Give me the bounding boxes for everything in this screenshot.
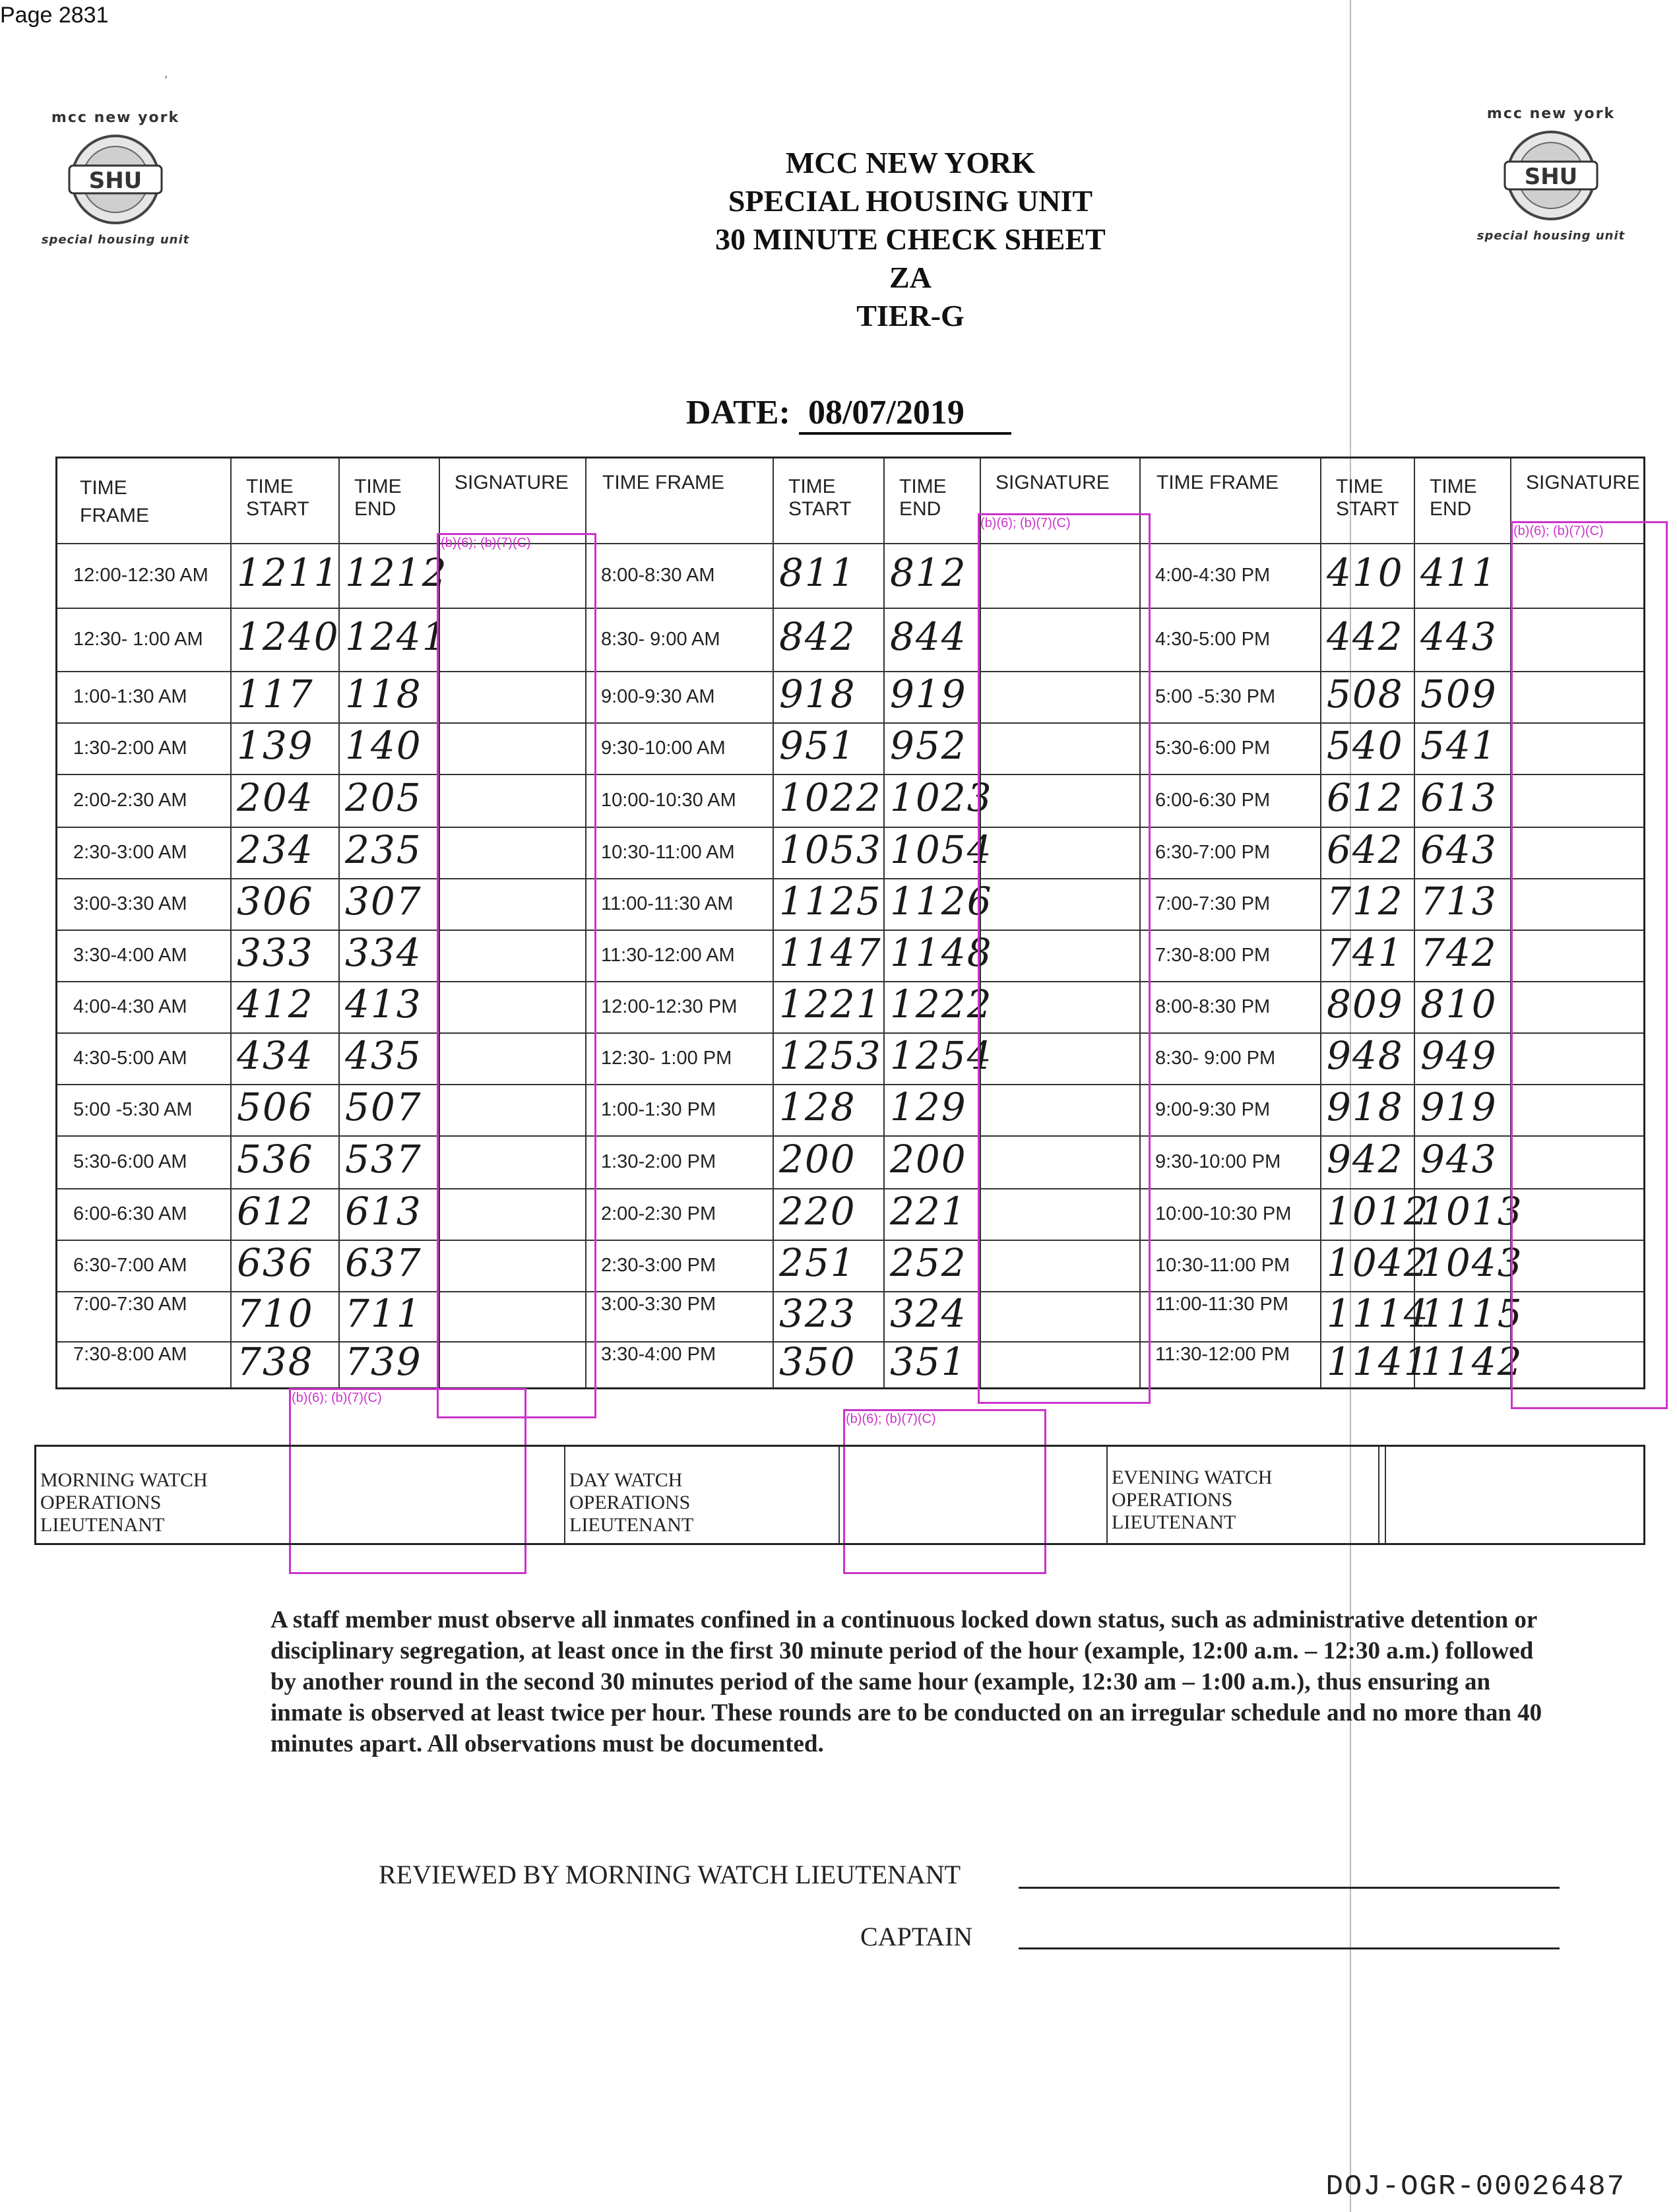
time-end-value: 1254: [890, 1033, 993, 1078]
redaction-box: [1511, 521, 1668, 1409]
heading-line: MCC NEW YORK: [785, 146, 1036, 179]
time-start-value: 642: [1327, 827, 1404, 872]
signature-header: SIGNATURE: [455, 472, 569, 493]
time-end-header: [1430, 476, 1509, 521]
time-end-value: 949: [1420, 1033, 1498, 1078]
time-start-value: 1022: [779, 775, 882, 820]
time-start-value: 1114: [1327, 1291, 1430, 1336]
time-frame-cell: 3:30-4:00 PM: [601, 1344, 716, 1365]
header-line: TIME: [246, 476, 294, 497]
time-frame-cell: 2:30-3:00 PM: [601, 1255, 716, 1276]
column-divider: [338, 458, 340, 1387]
time-end-value: 411: [1420, 550, 1498, 595]
redaction-label: (b)(6); (b)(7)(C): [292, 1391, 382, 1405]
time-start-value: 738: [237, 1339, 314, 1384]
watch-lieutenant-row: [34, 1445, 1645, 1545]
time-frame-cell: 7:00-7:30 AM: [73, 1294, 187, 1315]
time-end-value: 351: [890, 1339, 967, 1384]
time-frame-cell: 6:30-7:00 PM: [1155, 842, 1271, 863]
watch-divider: [1106, 1447, 1108, 1543]
time-frame-header: [80, 477, 149, 527]
time-frame-cell: 8:00-8:30 AM: [601, 565, 715, 586]
time-frame-cell: 7:30-8:00 PM: [1155, 945, 1271, 966]
time-end-value: 235: [345, 827, 422, 872]
time-start-value: 333: [237, 930, 314, 975]
time-frame-cell: 4:30-5:00 AM: [73, 1048, 187, 1069]
watch-label-line: EVENING WATCH: [1112, 1467, 1273, 1488]
time-start-value: 811: [779, 550, 856, 595]
time-end-value: 118: [345, 672, 422, 716]
time-start-value: 323: [779, 1291, 856, 1336]
time-end-value: 739: [345, 1339, 422, 1384]
time-start-value: 1012: [1327, 1189, 1430, 1234]
time-frame-cell: 9:30-10:00 AM: [601, 738, 726, 759]
header-line: TIME: [899, 476, 947, 497]
watch-label-line: OPERATIONS: [40, 1492, 162, 1513]
signature-header: SIGNATURE: [1526, 472, 1640, 493]
redaction-box: [437, 533, 596, 1418]
time-start-value: 434: [237, 1033, 314, 1078]
header-line: TIME: [80, 477, 127, 499]
time-frame-cell: 1:00-1:30 AM: [73, 686, 187, 707]
time-frame-cell: 8:30- 9:00 PM: [1155, 1048, 1276, 1069]
header-line: END: [354, 498, 396, 520]
heading-line: ZA: [889, 261, 932, 294]
shu-seal-icon: [1493, 126, 1609, 225]
watch-divider: [838, 1447, 840, 1543]
time-frame-cell: 4:00-4:30 PM: [1155, 565, 1271, 586]
redaction-label: (b)(6); (b)(7)(C): [441, 536, 531, 550]
time-frame-cell: 10:30-11:00 AM: [601, 842, 735, 863]
time-start-value: 251: [779, 1240, 856, 1285]
time-end-value: 307: [345, 879, 422, 924]
time-end-value: 844: [890, 614, 967, 659]
time-end-value: 1126: [890, 879, 993, 924]
time-frame-cell: 7:00-7:30 PM: [1155, 893, 1271, 914]
time-frame-cell: 6:00-6:30 PM: [1155, 790, 1271, 811]
time-end-value: 613: [1420, 775, 1498, 820]
logo-bottom-text: special housing unit: [1476, 229, 1626, 243]
captain-label: CAPTAIN: [860, 1922, 973, 1951]
header-line: START: [246, 498, 309, 520]
time-end-value: 324: [890, 1291, 967, 1336]
document-heading: [581, 144, 1240, 335]
time-frame-cell: 12:30- 1:00 PM: [601, 1048, 732, 1069]
time-end-value: 1013: [1420, 1189, 1523, 1234]
time-start-value: 1147: [779, 930, 882, 975]
time-frame-cell: 1:30-2:00 PM: [601, 1151, 716, 1172]
time-end-value: 637: [345, 1240, 422, 1285]
time-end-value: 334: [345, 930, 422, 975]
time-start-value: 951: [779, 723, 856, 768]
header-line: TIME: [788, 476, 836, 497]
redaction-label: (b)(6); (b)(7)(C): [1513, 524, 1604, 538]
watch-label-line: LIEUTENANT: [40, 1514, 165, 1536]
time-end-value: 1212: [345, 550, 448, 595]
watch-divider: [1385, 1447, 1386, 1543]
header-line: START: [1336, 498, 1399, 520]
time-frame-cell: 11:00-11:30 AM: [601, 893, 734, 914]
time-frame-cell: 5:00 -5:30 PM: [1155, 686, 1276, 707]
time-start-value: 842: [779, 614, 856, 659]
time-end-value: 742: [1420, 930, 1498, 975]
time-start-value: 1141: [1327, 1339, 1430, 1384]
day-watch-label: [569, 1469, 693, 1536]
time-frame-cell: 11:30-12:00 PM: [1155, 1344, 1290, 1365]
time-start-value: 536: [237, 1137, 314, 1182]
logo-top-text: mcc new york: [51, 110, 180, 126]
watch-label-line: OPERATIONS: [1112, 1489, 1233, 1511]
time-start-value: 220: [779, 1189, 856, 1234]
policy-note: A staff member must observe all inmates confined in a continuous locked down status, such as administrative detention or disciplinary segregation, at least once in the first 30 minute period of the hour (example, 12:00 a.m. – 12:30 a.m.) followed by another round in the second 30 minutes period of the same hour (example, 12:30 am – 1:00 a.m.), thus ensuring an inmate is observed at least twice per hour. These rounds are to be conducted on an irregular schedule and no more than 40 minutes apart. All observations must be documented.: [270, 1606, 1542, 1757]
header-line: END: [899, 498, 941, 520]
time-start-value: 506: [237, 1085, 314, 1129]
evening-watch-label: [1112, 1467, 1273, 1534]
watch-divider: [1378, 1447, 1379, 1543]
time-frame-cell: 9:30-10:00 PM: [1155, 1151, 1281, 1172]
time-start-value: 612: [1327, 775, 1404, 820]
time-start-value: 1125: [779, 879, 882, 924]
time-end-value: 1043: [1420, 1240, 1523, 1285]
time-frame-cell: 5:30-6:00 AM: [73, 1151, 187, 1172]
watch-label-line: DAY WATCH: [569, 1469, 683, 1491]
time-end-value: 1222: [890, 982, 993, 1027]
time-frame-cell: 3:30-4:00 AM: [73, 945, 187, 966]
date-value: 08/07/2019: [799, 393, 1011, 435]
page-label: Page 2831: [0, 3, 109, 28]
time-frame-cell: 12:30- 1:00 AM: [73, 629, 203, 650]
logo-right: [1475, 106, 1627, 270]
time-frame-cell: 11:00-11:30 PM: [1155, 1294, 1289, 1315]
shu-seal-icon: [57, 130, 174, 229]
header-line: FRAME: [80, 505, 149, 526]
time-start-value: 710: [237, 1291, 314, 1336]
heading-line: SPECIAL HOUSING UNIT: [728, 184, 1093, 218]
time-frame-cell: 4:00-4:30 AM: [73, 996, 187, 1017]
column-divider: [773, 458, 774, 1387]
time-start-value: 612: [237, 1189, 314, 1234]
time-end-value: 537: [345, 1137, 422, 1182]
time-end-value: 221: [890, 1189, 967, 1234]
header-line: START: [788, 498, 852, 520]
time-start-value: 918: [1327, 1085, 1404, 1129]
time-start-value: 234: [237, 827, 314, 872]
time-end-value: 943: [1420, 1137, 1498, 1182]
time-frame-cell: 9:00-9:30 AM: [601, 686, 715, 707]
time-start-value: 1221: [779, 982, 882, 1027]
time-end-value: 129: [890, 1085, 967, 1129]
time-start-value: 1053: [779, 827, 882, 872]
time-end-value: 643: [1420, 827, 1498, 872]
time-start-value: 204: [237, 775, 314, 820]
logo-left: [40, 110, 191, 274]
time-end-value: 1142: [1420, 1339, 1523, 1384]
time-end-value: 205: [345, 775, 422, 820]
time-start-value: 412: [237, 982, 314, 1027]
time-end-value: 1148: [890, 930, 993, 975]
time-start-value: 1253: [779, 1033, 882, 1078]
scan-tick-mark: ': [165, 74, 168, 87]
heading-line: TIER-G: [856, 299, 965, 332]
time-frame-header: TIME FRAME: [602, 472, 724, 493]
header-line: TIME: [354, 476, 402, 497]
time-start-header: [246, 476, 325, 521]
seal-text: SHU: [88, 168, 142, 194]
time-frame-cell: 2:00-2:30 AM: [73, 790, 187, 811]
time-start-value: 442: [1327, 614, 1404, 659]
redaction-label: (b)(6); (b)(7)(C): [846, 1412, 936, 1426]
time-start-value: 508: [1327, 672, 1404, 716]
time-start-header: [1336, 476, 1415, 521]
morning-watch-label: [40, 1469, 208, 1536]
date-label: DATE:: [686, 394, 790, 431]
time-end-value: 443: [1420, 614, 1498, 659]
time-start-value: 117: [237, 672, 314, 716]
time-frame-cell: 3:00-3:30 AM: [73, 893, 187, 914]
time-end-value: 413: [345, 982, 422, 1027]
time-frame-cell: 10:00-10:30 PM: [1155, 1203, 1292, 1224]
time-start-value: 948: [1327, 1033, 1404, 1078]
time-frame-cell: 8:00-8:30 PM: [1155, 996, 1271, 1017]
time-end-value: 613: [345, 1189, 422, 1234]
time-start-value: 741: [1327, 930, 1404, 975]
time-frame-cell: 3:00-3:30 PM: [601, 1294, 716, 1315]
time-start-value: 1240: [237, 614, 340, 659]
header-line: END: [1430, 498, 1472, 520]
time-frame-cell: 2:00-2:30 PM: [601, 1203, 716, 1224]
watch-label-line: OPERATIONS: [569, 1492, 691, 1513]
time-end-value: 812: [890, 550, 967, 595]
time-frame-cell: 8:30- 9:00 AM: [601, 629, 720, 650]
time-start-value: 410: [1327, 550, 1404, 595]
time-frame-cell: 12:00-12:30 AM: [73, 565, 208, 586]
document-id: DOJ-OGR-00026487: [1325, 2170, 1626, 2203]
header-line: TIME: [1430, 476, 1477, 497]
reviewed-by-label: REVIEWED BY MORNING WATCH LIEUTENANT: [379, 1860, 961, 1889]
time-start-value: 200: [779, 1137, 856, 1182]
time-start-value: 1042: [1327, 1240, 1430, 1285]
logo-bottom-text: special housing unit: [41, 233, 190, 247]
time-end-value: 541: [1420, 723, 1498, 768]
redaction-label: (b)(6); (b)(7)(C): [980, 516, 1071, 530]
time-frame-cell: 7:30-8:00 AM: [73, 1344, 187, 1365]
time-start-value: 942: [1327, 1137, 1404, 1182]
time-end-value: 919: [1420, 1085, 1498, 1129]
time-start-value: 306: [237, 879, 314, 924]
header-line: TIME: [1336, 476, 1383, 497]
time-end-value: 140: [345, 723, 422, 768]
time-end-value: 711: [345, 1291, 422, 1336]
time-frame-cell: 2:30-3:00 AM: [73, 842, 187, 863]
check-sheet-table: [55, 457, 1645, 1389]
column-divider: [230, 458, 232, 1387]
time-frame-cell: 9:00-9:30 PM: [1155, 1099, 1271, 1120]
time-start-value: 918: [779, 672, 856, 716]
time-end-value: 810: [1420, 982, 1498, 1027]
time-end-header: [899, 476, 978, 521]
time-end-value: 509: [1420, 672, 1498, 716]
time-end-value: 1054: [890, 827, 993, 872]
time-end-value: 919: [890, 672, 967, 716]
time-end-value: 507: [345, 1085, 422, 1129]
time-frame-cell: 12:00-12:30 PM: [601, 996, 738, 1017]
heading-line: 30 MINUTE CHECK SHEET: [715, 222, 1106, 256]
time-frame-cell: 6:30-7:00 AM: [73, 1255, 187, 1276]
time-frame-cell: 6:00-6:30 AM: [73, 1203, 187, 1224]
time-end-value: 200: [890, 1137, 967, 1182]
time-start-value: 128: [779, 1085, 856, 1129]
time-end-value: 1115: [1420, 1291, 1523, 1336]
time-frame-cell: 11:30-12:00 AM: [601, 945, 735, 966]
time-end-value: 252: [890, 1240, 967, 1285]
time-start-value: 350: [779, 1339, 856, 1384]
time-frame-cell: 10:30-11:00 PM: [1155, 1255, 1290, 1276]
watch-label-line: LIEUTENANT: [1112, 1511, 1236, 1533]
time-frame-cell: 4:30-5:00 PM: [1155, 629, 1271, 650]
column-divider: [1320, 458, 1321, 1387]
watch-label-line: LIEUTENANT: [569, 1514, 694, 1536]
signature-header: SIGNATURE: [996, 472, 1110, 493]
date-row: [686, 393, 1011, 435]
time-frame-cell: 1:30-2:00 AM: [73, 738, 187, 759]
column-divider: [883, 458, 885, 1387]
time-start-value: 712: [1327, 879, 1404, 924]
time-end-value: 1241: [345, 614, 448, 659]
time-end-header: [354, 476, 433, 521]
logo-top-text: mcc new york: [1486, 106, 1616, 122]
time-start-value: 540: [1327, 723, 1404, 768]
time-frame-cell: 10:00-10:30 AM: [601, 790, 736, 811]
time-start-value: 809: [1327, 982, 1404, 1027]
time-end-value: 952: [890, 723, 967, 768]
redaction-box: [978, 513, 1151, 1404]
time-frame-header: TIME FRAME: [1156, 472, 1279, 493]
time-start-value: 139: [237, 723, 314, 768]
watch-label-line: MORNING WATCH: [40, 1469, 208, 1491]
seal-text: SHU: [1524, 164, 1578, 190]
time-frame-cell: 5:30-6:00 PM: [1155, 738, 1271, 759]
reviewed-by-signature-line: [1019, 1887, 1560, 1889]
time-end-value: 435: [345, 1033, 422, 1078]
time-start-header: [788, 476, 868, 521]
time-frame-cell: 1:00-1:30 PM: [601, 1099, 716, 1120]
time-start-value: 636: [237, 1240, 314, 1285]
watch-divider: [564, 1447, 565, 1543]
time-end-value: 713: [1420, 879, 1498, 924]
time-frame-cell: 5:00 -5:30 AM: [73, 1099, 193, 1120]
time-start-value: 1211: [237, 550, 340, 595]
captain-signature-line: [1019, 1947, 1560, 1949]
time-end-value: 1023: [890, 775, 993, 820]
